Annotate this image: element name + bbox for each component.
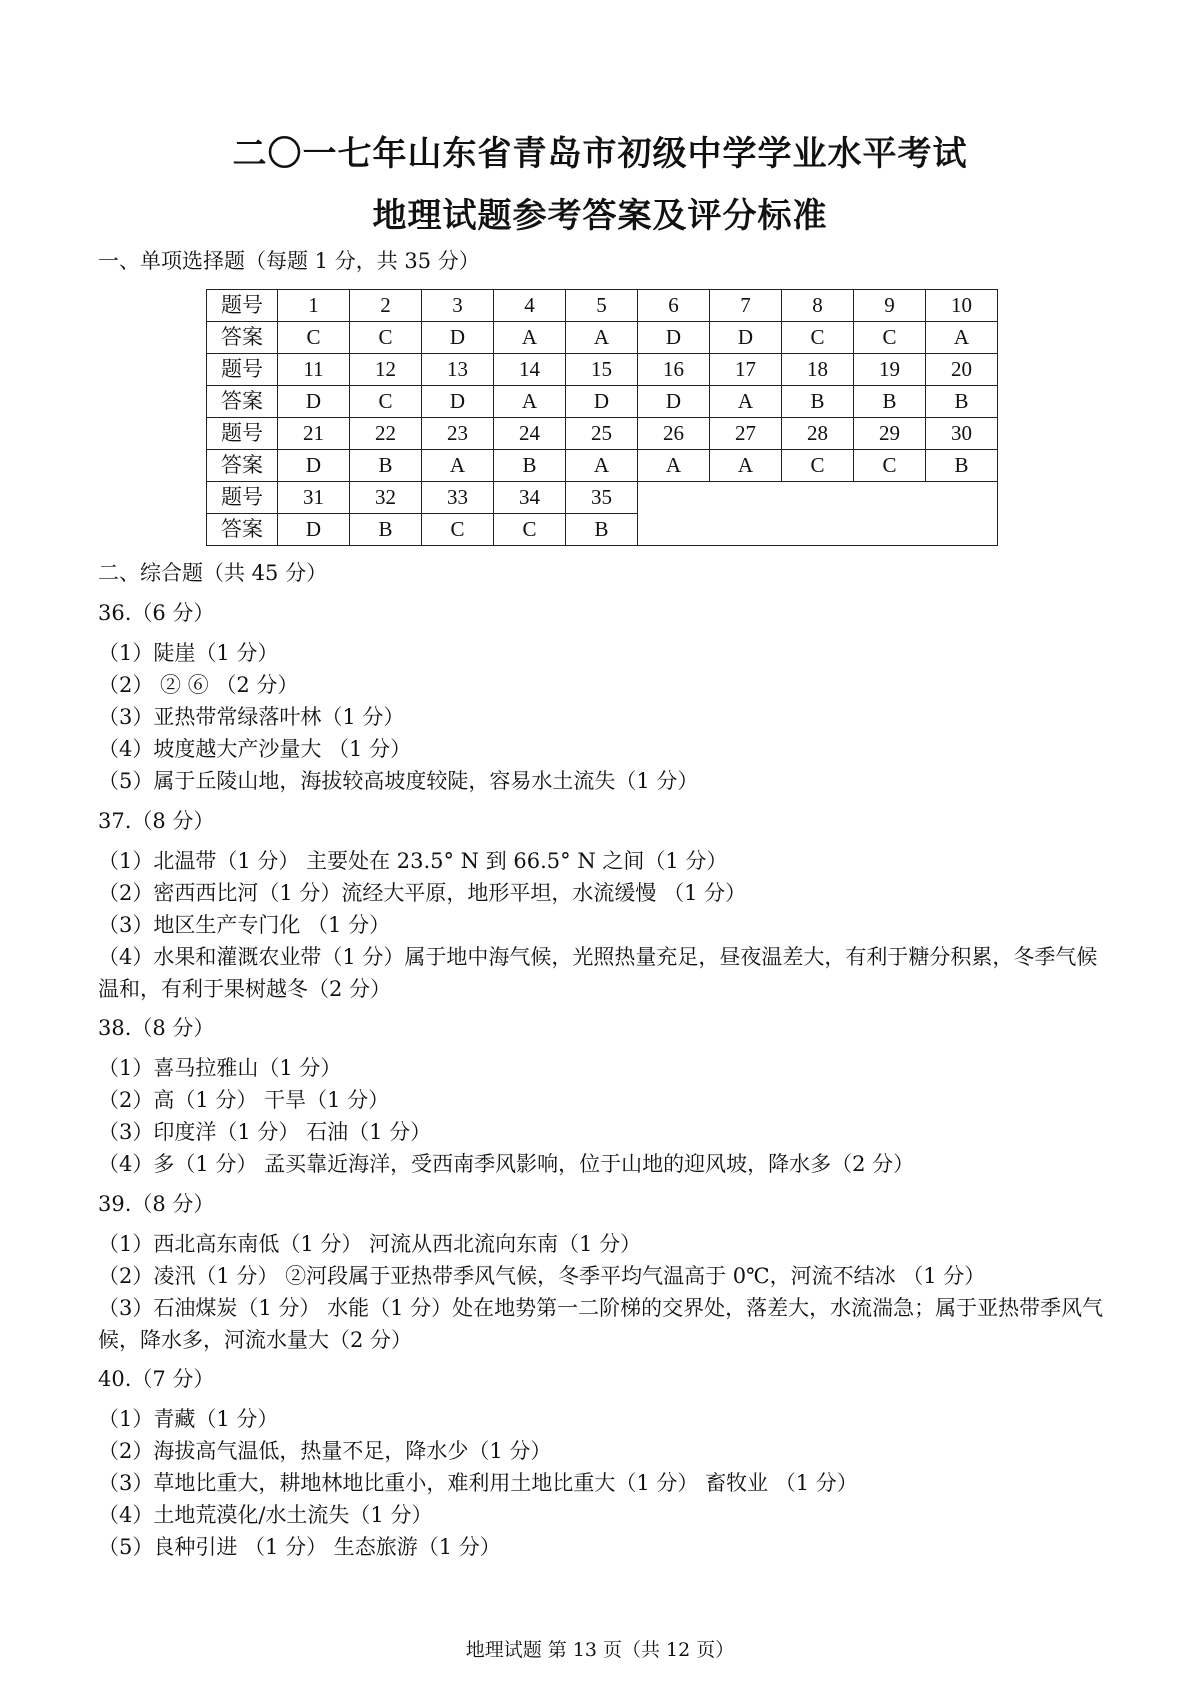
q37-answer-2: （2）密西西比河（1 分）流经大平原，地形平坦，水流缓慢 （1 分） xyxy=(98,881,747,905)
question-number-cell: 22 xyxy=(350,418,422,450)
q39-heading: 39.（8 分） xyxy=(98,1192,215,1216)
answer-row-label: 答案 xyxy=(207,450,278,482)
q36-heading: 36.（6 分） xyxy=(98,601,215,625)
question-number-cell: 16 xyxy=(638,354,710,386)
answer-table xyxy=(206,289,998,546)
question-number-cell: 30 xyxy=(926,418,998,450)
answer-cell: B xyxy=(350,514,422,546)
answer-key-title: 地理试题参考答案及评分标准 xyxy=(372,196,828,236)
question-number-cell: 2 xyxy=(350,290,422,322)
question-number-cell: 15 xyxy=(566,354,638,386)
q36-answer-5: （5）属于丘陵山地，海拔较高坡度较陡，容易水土流失（1 分） xyxy=(98,769,699,793)
answer-cell: C xyxy=(854,450,926,482)
answer-row-label: 答案 xyxy=(207,514,278,546)
answer-cell: C xyxy=(278,322,350,354)
answer-cell: D xyxy=(638,386,710,418)
q36-answer-3: （3）亚热带常绿落叶林（1 分） xyxy=(98,705,405,729)
answer-cell: D xyxy=(278,450,350,482)
q38-answer-3: （3）印度洋（1 分） 石油（1 分） xyxy=(98,1120,432,1144)
answer-cell: D xyxy=(638,322,710,354)
question-number-cell: 28 xyxy=(782,418,854,450)
answer-cell: D xyxy=(422,386,494,418)
question-number-cell: 23 xyxy=(422,418,494,450)
question-number-cell: 27 xyxy=(710,418,782,450)
number-row-label: 题号 xyxy=(207,418,278,450)
exam-title: 二〇一七年山东省青岛市初级中学学业水平考试 xyxy=(232,134,968,174)
answer-cell: A xyxy=(710,386,782,418)
section-comprehensive-heading: 二、综合题（共 45 分） xyxy=(98,561,328,585)
q40-answer-5: （5）良种引进 （1 分） 生态旅游（1 分） xyxy=(98,1535,501,1559)
answer-cell: D xyxy=(422,322,494,354)
question-number-cell: 21 xyxy=(278,418,350,450)
section-multiple-choice-heading: 一、单项选择题（每题 1 分，共 35 分） xyxy=(98,249,480,273)
number-row-label: 题号 xyxy=(207,354,278,386)
question-number-cell: 17 xyxy=(710,354,782,386)
question-number-cell: 24 xyxy=(494,418,566,450)
answer-cell: C xyxy=(350,322,422,354)
q40-answer-1: （1）青藏（1 分） xyxy=(98,1407,279,1431)
question-number-cell: 33 xyxy=(422,482,494,514)
q39-answer-1: （1）西北高东南低（1 分） 河流从西北流向东南（1 分） xyxy=(98,1232,642,1256)
question-number-cell: 10 xyxy=(926,290,998,322)
answer-cell: A xyxy=(494,386,566,418)
question-number-cell: 26 xyxy=(638,418,710,450)
q40-answer-3: （3）草地比重大，耕地林地比重小，难利用土地比重大（1 分） 畜牧业 （1 分） xyxy=(98,1471,858,1495)
answer-cell: C xyxy=(854,322,926,354)
q39-answer-2: （2）凌汛（1 分） ②河段属于亚热带季风气候，冬季平均气温高于 0℃，河流不结冰 （1 分） xyxy=(98,1264,986,1288)
answer-row-label: 答案 xyxy=(207,322,278,354)
answer-cell: D xyxy=(710,322,782,354)
question-number-cell: 6 xyxy=(638,290,710,322)
q36-answer-2: （2） ② ⑥ （2 分） xyxy=(98,673,299,697)
q37-heading: 37.（8 分） xyxy=(98,809,215,833)
question-number-row xyxy=(207,290,998,322)
answer-cell: B xyxy=(494,450,566,482)
q38-answer-2: （2）高（1 分） 干旱（1 分） xyxy=(98,1088,390,1112)
question-number-row xyxy=(207,354,998,386)
answer-cell: D xyxy=(566,386,638,418)
answer-cell: B xyxy=(782,386,854,418)
answer-cell: D xyxy=(278,386,350,418)
empty-table-area xyxy=(638,482,998,546)
question-number-cell: 20 xyxy=(926,354,998,386)
question-number-cell: 5 xyxy=(566,290,638,322)
answer-cell: B xyxy=(854,386,926,418)
number-row-label: 题号 xyxy=(207,482,278,514)
q36-answer-1: （1）陡崖（1 分） xyxy=(98,641,279,665)
question-number-row xyxy=(207,482,998,514)
answer-row xyxy=(207,322,998,354)
question-number-cell: 19 xyxy=(854,354,926,386)
question-number-cell: 29 xyxy=(854,418,926,450)
q40-answer-2: （2）海拔高气温低，热量不足，降水少（1 分） xyxy=(98,1439,552,1463)
question-number-cell: 14 xyxy=(494,354,566,386)
answer-row xyxy=(207,450,998,482)
answer-cell: C xyxy=(422,514,494,546)
question-number-cell: 32 xyxy=(350,482,422,514)
answer-cell: A xyxy=(566,322,638,354)
q40-answer-4: （4）土地荒漠化/水土流失（1 分） xyxy=(98,1503,433,1527)
question-number-row xyxy=(207,418,998,450)
answer-cell: A xyxy=(566,450,638,482)
answer-cell: A xyxy=(638,450,710,482)
question-number-cell: 7 xyxy=(710,290,782,322)
answer-row-label: 答案 xyxy=(207,386,278,418)
answer-cell: B xyxy=(566,514,638,546)
q39-answer-3: （3）石油煤炭（1 分） 水能（1 分）处在地势第一二阶梯的交界处，落差大，水流湍急；属于亚热带季风气候，降水多，河流水量大（2 分） xyxy=(98,1296,1104,1352)
question-number-cell: 3 xyxy=(422,290,494,322)
q38-answer-1: （1）喜马拉雅山（1 分） xyxy=(98,1056,342,1080)
answer-cell: A xyxy=(422,450,494,482)
answer-cell: C xyxy=(350,386,422,418)
question-number-cell: 18 xyxy=(782,354,854,386)
answer-cell: A xyxy=(926,322,998,354)
question-number-cell: 35 xyxy=(566,482,638,514)
question-number-cell: 13 xyxy=(422,354,494,386)
answer-cell: B xyxy=(926,386,998,418)
answer-cell: C xyxy=(494,514,566,546)
page-footer: 地理试题 第 13 页（共 12 页） xyxy=(465,1639,735,1661)
q37-answer-3: （3）地区生产专门化 （1 分） xyxy=(98,913,391,937)
q37-answer-4: （4）水果和灌溉农业带（1 分）属于地中海气候，光照热量充足，昼夜温差大，有利于糖分积累，冬季气候温和，有利于果树越冬（2 分） xyxy=(98,945,1098,1001)
q40-heading: 40.（7 分） xyxy=(98,1367,215,1391)
answer-cell: B xyxy=(350,450,422,482)
answer-cell: C xyxy=(782,450,854,482)
question-number-cell: 31 xyxy=(278,482,350,514)
question-number-cell: 11 xyxy=(278,354,350,386)
number-row-label: 题号 xyxy=(207,290,278,322)
q38-answer-4: （4）多（1 分） 孟买靠近海洋，受西南季风影响，位于山地的迎风坡，降水多（2 分） xyxy=(98,1152,915,1176)
q36-answer-4: （4）坡度越大产沙量大 （1 分） xyxy=(98,737,412,761)
question-number-cell: 4 xyxy=(494,290,566,322)
q37-answer-1: （1）北温带（1 分） 主要处在 23.5° N 到 66.5° N 之间（1 分） xyxy=(98,849,728,873)
q38-heading: 38.（8 分） xyxy=(98,1016,215,1040)
answer-cell: A xyxy=(494,322,566,354)
answer-cell: B xyxy=(926,450,998,482)
answer-cell: A xyxy=(710,450,782,482)
answer-row xyxy=(207,386,998,418)
question-number-cell: 1 xyxy=(278,290,350,322)
question-number-cell: 34 xyxy=(494,482,566,514)
question-number-cell: 25 xyxy=(566,418,638,450)
answer-cell: C xyxy=(782,322,854,354)
question-number-cell: 9 xyxy=(854,290,926,322)
answer-cell: D xyxy=(278,514,350,546)
question-number-cell: 12 xyxy=(350,354,422,386)
question-number-cell: 8 xyxy=(782,290,854,322)
